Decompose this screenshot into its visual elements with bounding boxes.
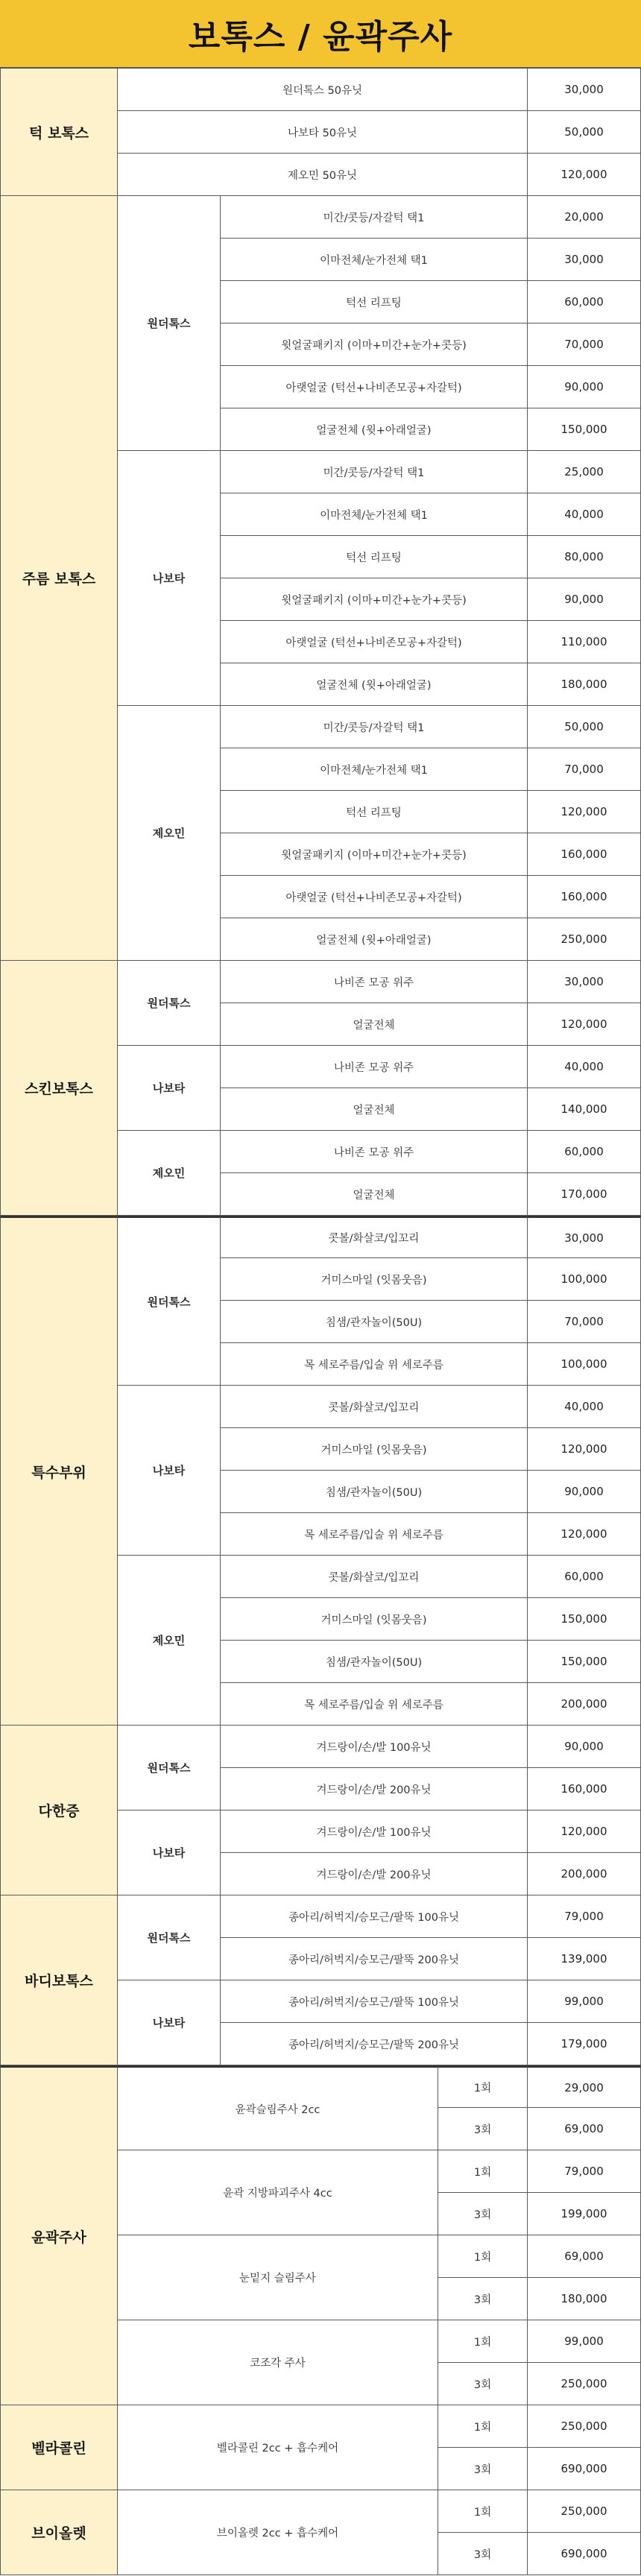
section-label: 주름 보톡스 — [0, 196, 118, 961]
price-value: 79,000 — [528, 2150, 641, 2193]
treatment-item: 윗얼굴패키지 (이마+미간+눈가+콧등) — [221, 323, 528, 366]
treatment-item: 나보타 50유닛 — [118, 111, 528, 154]
section-label: 윤곽주사 — [0, 2065, 118, 2405]
treatment-item: 코조각 주사 — [118, 2320, 438, 2405]
section-label: 바디보톡스 — [0, 1895, 118, 2065]
price-value: 120,000 — [528, 1811, 641, 1853]
treatment-item: 얼굴전체 (윗+아래얼굴) — [221, 408, 528, 451]
price-value: 139,000 — [528, 1938, 641, 1980]
price-value: 250,000 — [528, 918, 641, 961]
price-value: 50,000 — [528, 706, 641, 748]
session-count: 3회 — [438, 2108, 528, 2150]
treatment-item: 나비존 모공 위주 — [221, 961, 528, 1003]
session-count: 1회 — [438, 2150, 528, 2193]
treatment-item: 거미스마일 (잇몸웃음) — [221, 1598, 528, 1641]
treatment-item: 침샘/관자놀이(50U) — [221, 1641, 528, 1683]
price-value: 150,000 — [528, 408, 641, 451]
price-value: 90,000 — [528, 1726, 641, 1768]
section-label: 브이올렛 — [0, 2490, 118, 2575]
treatment-item: 침샘/관자놀이(50U) — [221, 1301, 528, 1343]
treatment-item: 겨드랑이/손/발 200유닛 — [221, 1853, 528, 1895]
section-label: 스킨보톡스 — [0, 961, 118, 1216]
price-value: 250,000 — [528, 2490, 641, 2533]
treatment-item: 겨드랑이/손/발 100유닛 — [221, 1726, 528, 1768]
treatment-item: 아랫얼굴 (턱선+나비존모공+자갈턱) — [221, 621, 528, 663]
price-value: 250,000 — [528, 2405, 641, 2448]
brand-label: 원더톡스 — [118, 1216, 221, 1386]
treatment-item: 목 세로주름/입술 위 세로주름 — [221, 1343, 528, 1386]
price-value: 90,000 — [528, 1471, 641, 1513]
brand-label: 나보타 — [118, 1386, 221, 1556]
price-value: 180,000 — [528, 2278, 641, 2320]
price-value: 69,000 — [528, 2235, 641, 2278]
price-value: 99,000 — [528, 1980, 641, 2023]
treatment-item: 눈밑지 슬림주사 — [118, 2235, 438, 2320]
treatment-item: 종아리/허벅지/승모근/팔뚝 200유닛 — [221, 1938, 528, 1980]
section-label: 다한증 — [0, 1726, 118, 1895]
price-value: 690,000 — [528, 2533, 641, 2575]
treatment-item: 콧볼/화살코/입꼬리 — [221, 1556, 528, 1598]
treatment-item: 이마전체/눈가전체 택1 — [221, 239, 528, 281]
session-count: 3회 — [438, 2193, 528, 2235]
treatment-item: 얼굴전체 (윗+아래얼굴) — [221, 918, 528, 961]
price-value: 690,000 — [528, 2448, 641, 2490]
treatment-item: 얼굴전체 — [221, 1173, 528, 1216]
price-value: 160,000 — [528, 833, 641, 876]
treatment-item: 겨드랑이/손/발 200유닛 — [221, 1768, 528, 1811]
price-value: 70,000 — [528, 1301, 641, 1343]
treatment-item: 턱선 리프팅 — [221, 536, 528, 578]
brand-label: 원더톡스 — [118, 961, 221, 1046]
treatment-item: 윗얼굴패키지 (이마+미간+눈가+콧등) — [221, 578, 528, 621]
price-value: 199,000 — [528, 2193, 641, 2235]
price-value: 120,000 — [528, 1513, 641, 1556]
page-title: 보톡스 / 윤곽주사 — [188, 18, 453, 56]
treatment-item: 거미스마일 (잇몸웃음) — [221, 1428, 528, 1471]
treatment-item: 얼굴전체 (윗+아래얼굴) — [221, 663, 528, 706]
price-value: 70,000 — [528, 748, 641, 791]
session-count: 3회 — [438, 2533, 528, 2575]
treatment-item: 턱선 리프팅 — [221, 791, 528, 833]
price-value: 30,000 — [528, 239, 641, 281]
treatment-item: 종아리/허벅지/승모근/팔뚝 100유닛 — [221, 1980, 528, 2023]
treatment-item: 얼굴전체 — [221, 1003, 528, 1046]
treatment-item: 나비존 모공 위주 — [221, 1046, 528, 1088]
price-value: 25,000 — [528, 451, 641, 493]
treatment-item: 콧볼/화살코/입꼬리 — [221, 1386, 528, 1428]
treatment-item: 종아리/허벅지/승모근/팔뚝 200유닛 — [221, 2023, 528, 2065]
price-value: 150,000 — [528, 1598, 641, 1641]
brand-label: 원더톡스 — [118, 1895, 221, 1980]
brand-label: 원더톡스 — [118, 196, 221, 451]
treatment-item: 아랫얼굴 (턱선+나비존모공+자갈턱) — [221, 876, 528, 918]
price-value: 250,000 — [528, 2363, 641, 2405]
price-value: 120,000 — [528, 1428, 641, 1471]
price-value: 200,000 — [528, 1683, 641, 1726]
treatment-item: 원더톡스 50유닛 — [118, 69, 528, 111]
session-count: 1회 — [438, 2235, 528, 2278]
price-value: 79,000 — [528, 1895, 641, 1938]
price-value: 100,000 — [528, 1343, 641, 1386]
treatment-item: 미간/콧등/자갈턱 택1 — [221, 196, 528, 239]
treatment-item: 제오민 50유닛 — [118, 154, 528, 196]
treatment-item: 미간/콧등/자갈턱 택1 — [221, 451, 528, 493]
price-value: 120,000 — [528, 791, 641, 833]
price-value: 200,000 — [528, 1853, 641, 1895]
treatment-item: 콧볼/화살코/입꼬리 — [221, 1216, 528, 1258]
price-value: 110,000 — [528, 621, 641, 663]
price-value: 150,000 — [528, 1641, 641, 1683]
treatment-item: 턱선 리프팅 — [221, 281, 528, 323]
price-value: 60,000 — [528, 1556, 641, 1598]
brand-label: 제오민 — [118, 1556, 221, 1726]
treatment-item: 얼굴전체 — [221, 1088, 528, 1131]
treatment-item: 윤곽 지방파괴주사 4cc — [118, 2150, 438, 2235]
section-label: 벨라콜린 — [0, 2405, 118, 2490]
treatment-item: 이마전체/눈가전체 택1 — [221, 493, 528, 536]
session-count: 3회 — [438, 2448, 528, 2490]
treatment-item: 윤곽슬림주사 2cc — [118, 2065, 438, 2150]
price-value: 90,000 — [528, 578, 641, 621]
session-count: 3회 — [438, 2278, 528, 2320]
session-count: 1회 — [438, 2320, 528, 2363]
treatment-item: 목 세로주름/입술 위 세로주름 — [221, 1513, 528, 1556]
treatment-item: 겨드랑이/손/발 100유닛 — [221, 1811, 528, 1853]
section-label: 턱 보톡스 — [0, 69, 118, 196]
price-value: 30,000 — [528, 1216, 641, 1258]
treatment-item: 벨라콜린 2cc + 흡수케어 — [118, 2405, 438, 2490]
session-count: 1회 — [438, 2405, 528, 2448]
price-value: 140,000 — [528, 1088, 641, 1131]
price-value: 60,000 — [528, 281, 641, 323]
brand-label: 나보타 — [118, 1980, 221, 2065]
price-value: 160,000 — [528, 876, 641, 918]
section-label: 특수부위 — [0, 1216, 118, 1726]
session-count: 3회 — [438, 2363, 528, 2405]
brand-label: 원더톡스 — [118, 1726, 221, 1811]
price-value: 50,000 — [528, 111, 641, 154]
brand-label: 제오민 — [118, 1131, 221, 1216]
price-value: 120,000 — [528, 154, 641, 196]
price-value: 29,000 — [528, 2065, 641, 2108]
price-value: 30,000 — [528, 961, 641, 1003]
price-value: 40,000 — [528, 1046, 641, 1088]
price-value: 80,000 — [528, 536, 641, 578]
treatment-item: 윗얼굴패키지 (이마+미간+눈가+콧등) — [221, 833, 528, 876]
brand-label: 제오민 — [118, 706, 221, 961]
treatment-item: 브이올렛 2cc + 흡수케어 — [118, 2490, 438, 2575]
treatment-item: 미간/콧등/자갈턱 택1 — [221, 706, 528, 748]
brand-label: 나보타 — [118, 451, 221, 706]
treatment-item: 나비존 모공 위주 — [221, 1131, 528, 1173]
price-value: 179,000 — [528, 2023, 641, 2065]
price-value: 69,000 — [528, 2108, 641, 2150]
brand-label: 나보타 — [118, 1046, 221, 1131]
treatment-item: 이마전체/눈가전체 택1 — [221, 748, 528, 791]
price-value: 20,000 — [528, 196, 641, 239]
price-value: 120,000 — [528, 1003, 641, 1046]
session-count: 1회 — [438, 2490, 528, 2533]
treatment-item: 거미스마일 (잇몸웃음) — [221, 1258, 528, 1301]
price-value: 60,000 — [528, 1131, 641, 1173]
treatment-item: 목 세로주름/입술 위 세로주름 — [221, 1683, 528, 1726]
title-banner — [0, 0, 641, 69]
session-count: 1회 — [438, 2065, 528, 2108]
price-value: 100,000 — [528, 1258, 641, 1301]
treatment-item: 종아리/허벅지/승모근/팔뚝 100유닛 — [221, 1895, 528, 1938]
treatment-item: 침샘/관자놀이(50U) — [221, 1471, 528, 1513]
price-value: 40,000 — [528, 1386, 641, 1428]
price-value: 90,000 — [528, 366, 641, 408]
price-value: 170,000 — [528, 1173, 641, 1216]
price-value: 40,000 — [528, 493, 641, 536]
price-value: 30,000 — [528, 69, 641, 111]
price-value: 70,000 — [528, 323, 641, 366]
treatment-item: 아랫얼굴 (턱선+나비존모공+자갈턱) — [221, 366, 528, 408]
price-value: 160,000 — [528, 1768, 641, 1811]
price-value: 99,000 — [528, 2320, 641, 2363]
price-value: 180,000 — [528, 663, 641, 706]
brand-label: 나보타 — [118, 1811, 221, 1895]
